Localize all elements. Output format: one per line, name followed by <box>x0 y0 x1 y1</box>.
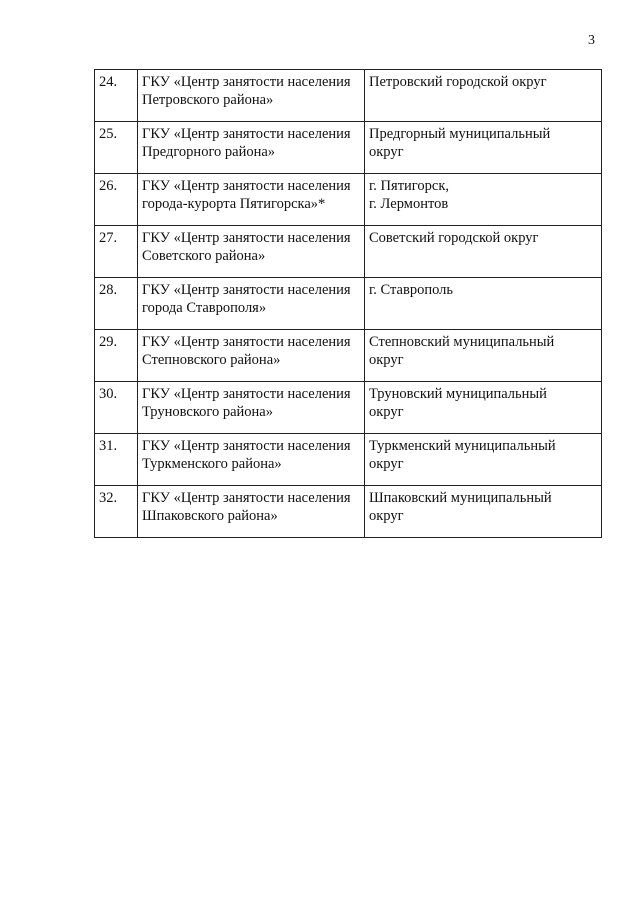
organization-line: ГКУ «Центр занятости населения <box>142 438 351 454</box>
row-number: 30. <box>95 382 138 434</box>
territory-cell <box>365 226 602 278</box>
territory-cell <box>365 434 602 486</box>
territory-line: округ <box>369 404 404 420</box>
territory-line: округ <box>369 508 404 524</box>
territory-line: г. Ставрополь <box>369 282 454 298</box>
table-row <box>95 226 602 278</box>
table-row <box>95 122 602 174</box>
organization-cell <box>138 434 365 486</box>
organization-line: Туркменского района» <box>142 456 282 472</box>
organization-line: ГКУ «Центр занятости населения <box>142 334 351 350</box>
territory-cell <box>365 122 602 174</box>
territory-cell <box>365 70 602 122</box>
organization-line: Предгорного района» <box>142 144 276 160</box>
row-number: 25. <box>95 122 138 174</box>
territory-line: округ <box>369 456 404 472</box>
territory-line: Предгорный муниципальный <box>369 126 551 142</box>
territory-cell <box>365 486 602 538</box>
row-number: 32. <box>95 486 138 538</box>
organization-line: Труновского района» <box>142 404 273 420</box>
table-row <box>95 486 602 538</box>
row-number: 28. <box>95 278 138 330</box>
table-row <box>95 70 602 122</box>
organization-cell <box>138 486 365 538</box>
territory-line: Петровский городской округ <box>369 74 547 90</box>
territory-line: Советский городской округ <box>369 230 539 246</box>
territory-line: Степновский муниципальный <box>369 334 555 350</box>
organization-cell <box>138 122 365 174</box>
organization-line: Петровского района» <box>142 92 274 108</box>
organization-cell <box>138 278 365 330</box>
organization-line: ГКУ «Центр занятости населения <box>142 490 351 506</box>
territory-line: Туркменский муниципальный <box>369 438 556 454</box>
organization-line: Степновского района» <box>142 352 281 368</box>
row-number: 26. <box>95 174 138 226</box>
table-row <box>95 330 602 382</box>
organization-cell <box>138 174 365 226</box>
organization-cell <box>138 382 365 434</box>
organization-line: ГКУ «Центр занятости населения <box>142 126 351 142</box>
organization-line: Шпаковского района» <box>142 508 278 524</box>
territory-cell <box>365 174 602 226</box>
organization-line: ГКУ «Центр занятости населения <box>142 230 351 246</box>
territory-line: г. Пятигорск, <box>369 178 449 194</box>
row-number: 27. <box>95 226 138 278</box>
row-number: 29. <box>95 330 138 382</box>
table-row <box>95 278 602 330</box>
territory-line: г. Лермонтов <box>369 196 449 212</box>
territory-line: округ <box>369 144 404 160</box>
territory-cell <box>365 382 602 434</box>
table-row <box>95 174 602 226</box>
row-number: 31. <box>95 434 138 486</box>
organization-line: ГКУ «Центр занятости населения <box>142 74 351 90</box>
page-number: 3 <box>588 33 595 48</box>
organization-cell <box>138 226 365 278</box>
organization-line: ГКУ «Центр занятости населения <box>142 386 351 402</box>
organization-line: Советского района» <box>142 248 266 264</box>
organization-line: ГКУ «Центр занятости населения <box>142 282 351 298</box>
territory-line: округ <box>369 352 404 368</box>
employment-centers-table <box>94 69 602 538</box>
organization-cell <box>138 330 365 382</box>
territory-line: Труновский муниципальный <box>369 386 547 402</box>
table-row <box>95 434 602 486</box>
row-number: 24. <box>95 70 138 122</box>
territory-cell <box>365 330 602 382</box>
organization-line: ГКУ «Центр занятости населения <box>142 178 351 194</box>
territory-line: Шпаковский муниципальный <box>369 490 552 506</box>
organization-cell <box>138 70 365 122</box>
organization-line: города Ставрополя» <box>142 300 267 316</box>
territory-cell <box>365 278 602 330</box>
table-row <box>95 382 602 434</box>
organization-line: города-курорта Пятигорска»* <box>142 196 326 212</box>
